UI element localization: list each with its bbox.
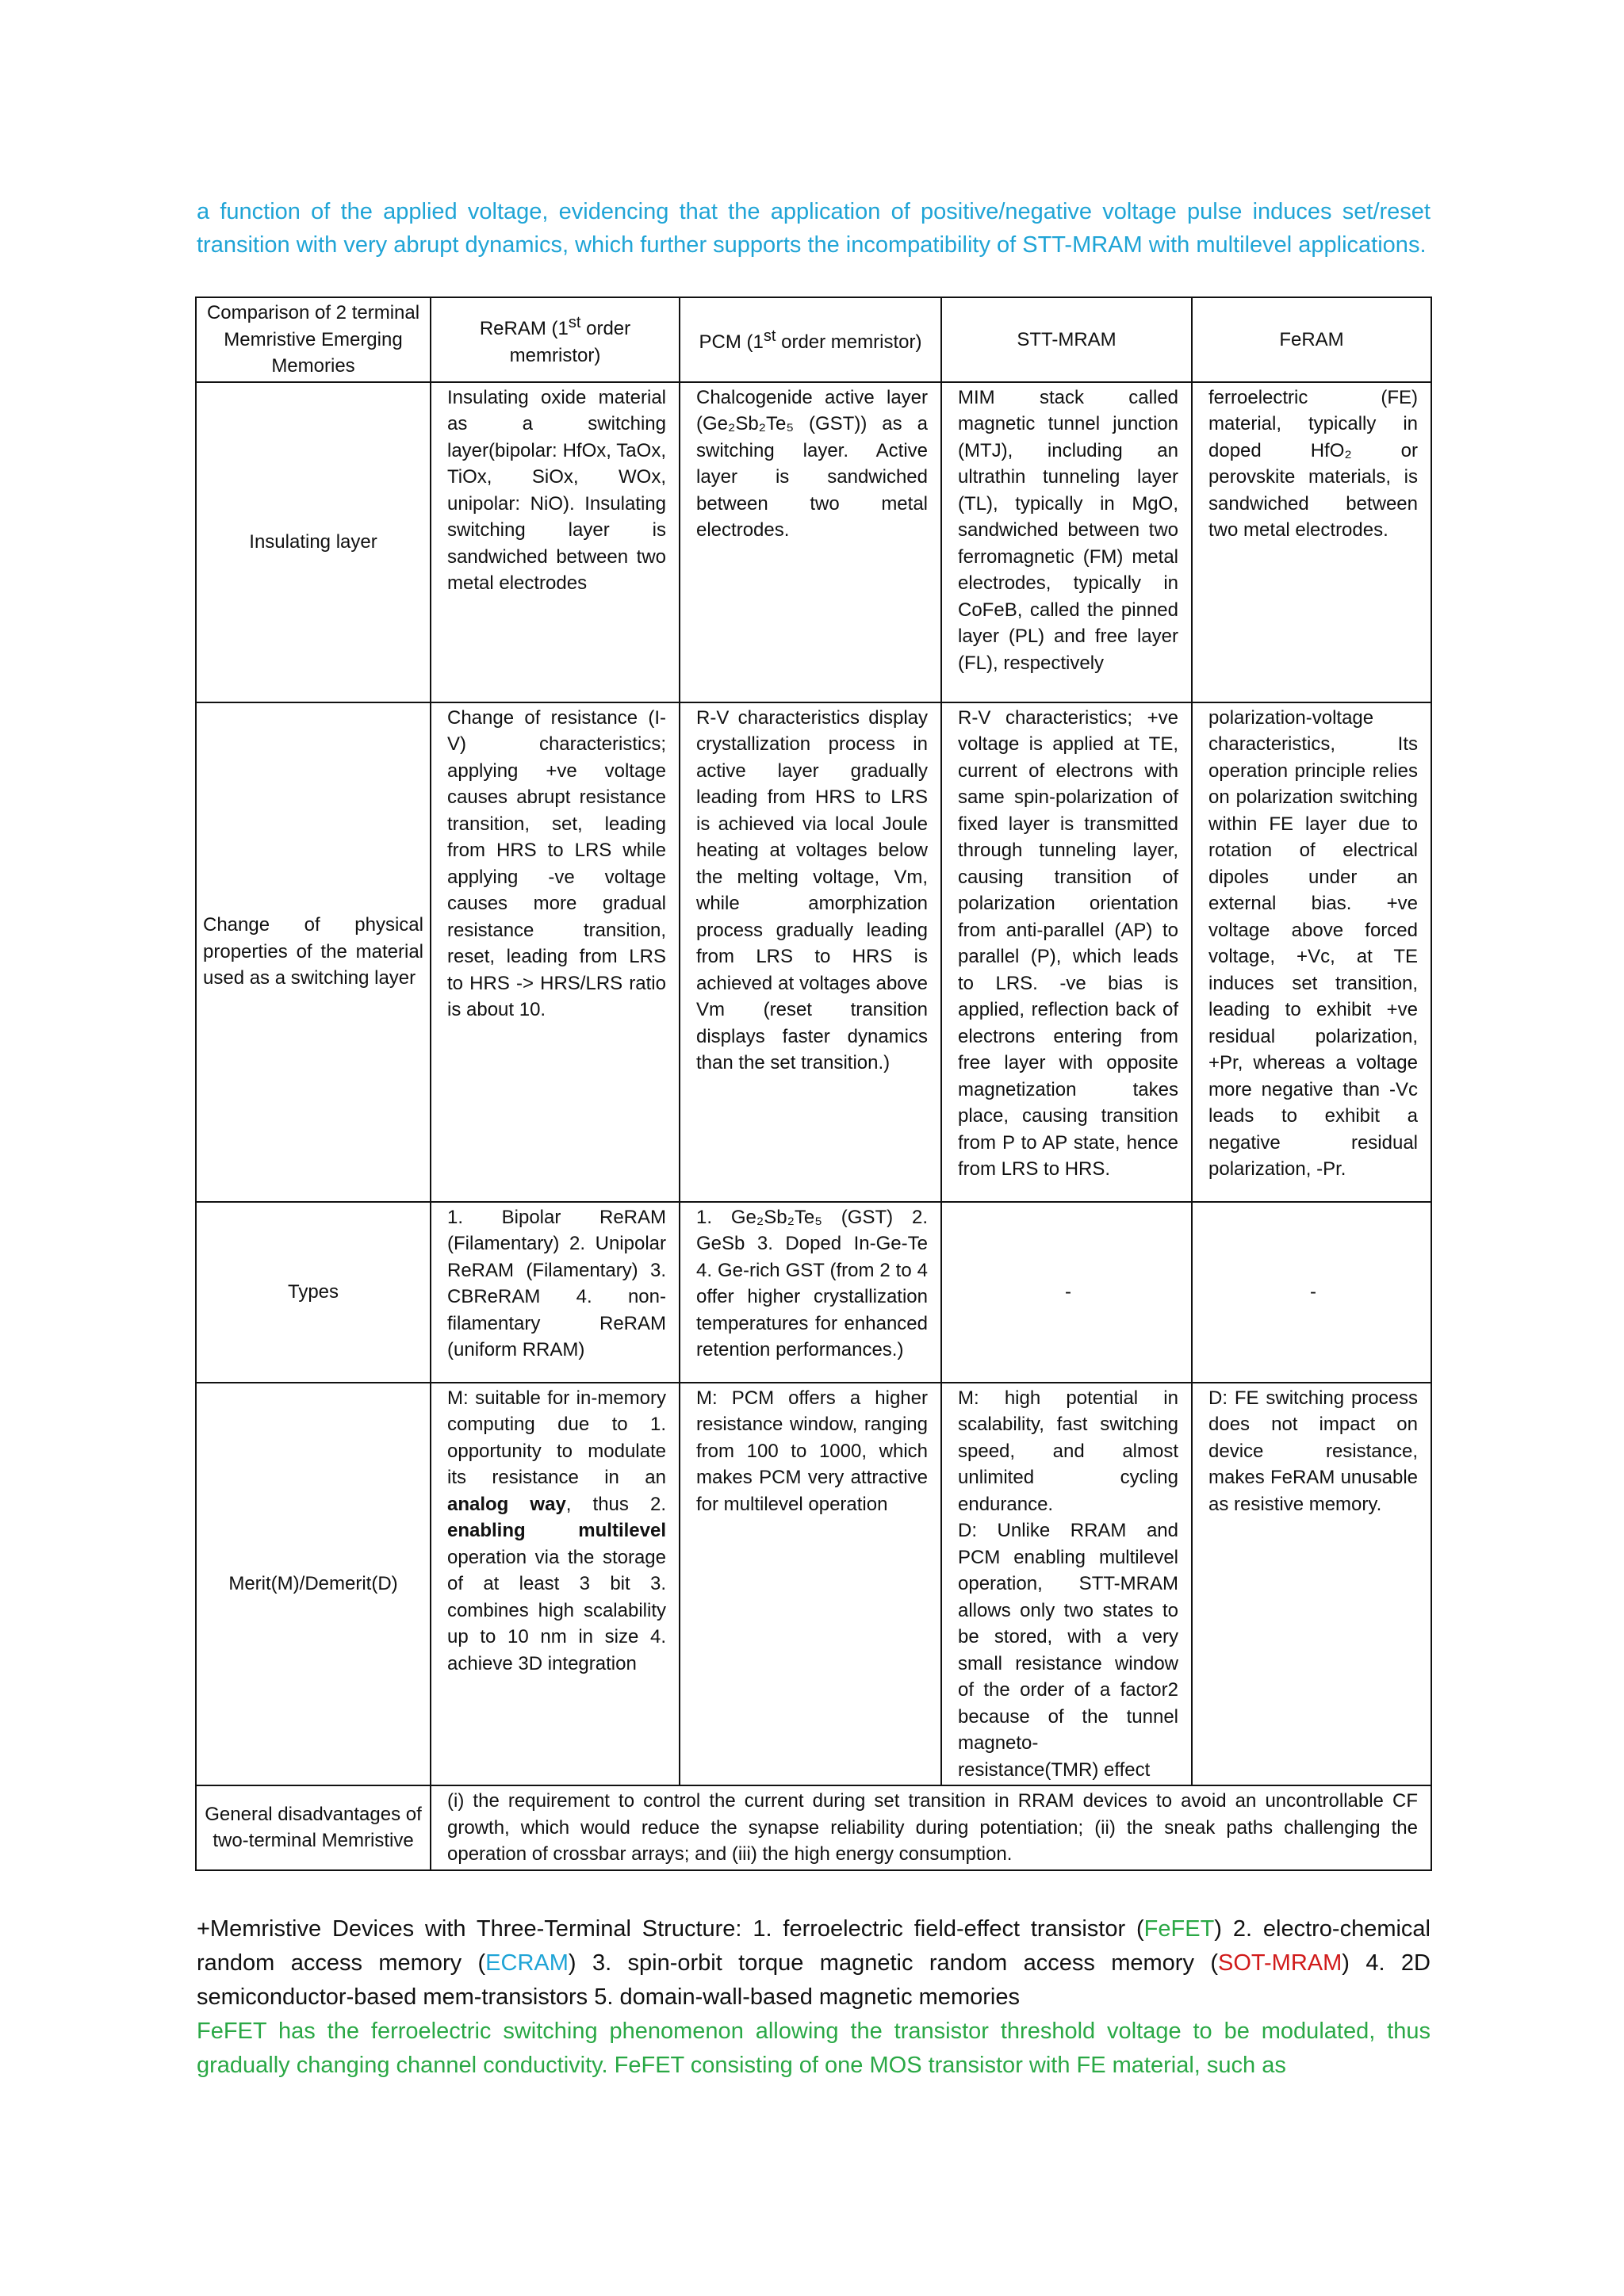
table-row (196, 1383, 1431, 1786)
header-pcm-text: PCM (1 (699, 331, 764, 353)
comparison-table (195, 297, 1432, 1871)
cell-general-disadvantages: (i) the requirement to control the current during set transition in RRAM devices to avoid an uncontrollable CF growth, which would reduce the synapse reliability during potentiation; (ii) the sneak paths challenging the operation of crossbar arrays; and (iii) the high energy consumption. (431, 1785, 1431, 1870)
header-comparison: Comparison of 2 terminal Memristive Emerging Memories (196, 297, 431, 382)
merit-reram-bold-analog: analog way (447, 1493, 566, 1515)
fefet-paragraph: FeFET has the ferroelectric switching phenomenon allowing the transistor threshold voltage to be modulated, thus gradually changing channel conductivity. FeFET consisting of one MOS transistor with FE material, such as (197, 2019, 1431, 2078)
header-reram (431, 297, 680, 382)
row-label-change: Change of physical properties of the material used as a switching layer (196, 702, 431, 1202)
ecram-term: ECRAM (485, 1950, 569, 1976)
header-pcm (680, 297, 941, 382)
cell-merit-feram: D: FE switching process does not impact on device resistance, makes FeRAM unusable as resistive memory. (1192, 1383, 1431, 1786)
cell-change-pcm: R-V characteristics display crystallization process in active layer gradually leading from HRS to LRS is achieved via local Joule heating at voltages below the melting voltage, Vm, while amorphization process gradually leading from LRS to HRS is achieved at voltages above Vm (reset transition displays faster dynamics than the set transition.) (680, 702, 941, 1202)
three-terminal-paragraph (197, 1912, 1431, 2015)
three-terminal-text: ) 4. 2D semiconductor-based mem-transistors 5. domain-wall-based magnetic memories (197, 1950, 1431, 2010)
cell-insulating-stt: MIM stack called magnetic tunnel junction (MTJ), including an ultrathin tunneling layer (TL), typically in MgO, sandwiched between two ferromagnetic (FM) metal electrodes, typically in CoFeB, called the pinned layer (PL) and free layer (FL), respectively (941, 382, 1192, 702)
table-header-row (196, 297, 1431, 382)
cell-types-stt: - (941, 1202, 1192, 1383)
row-label-types: Types (196, 1202, 431, 1383)
header-reram-text: ReRAM (1 (479, 318, 569, 340)
merit-reram-text: , thus 2. (565, 1493, 667, 1515)
row-label-general: General disadvantages of two-terminal Memristive (196, 1785, 431, 1870)
merit-stt-merit: M: high potential in scalability, fast switching speed, and almost unlimited cycling endurance. (958, 1387, 1178, 1515)
cell-merit-reram (431, 1383, 680, 1786)
three-terminal-text: ) 3. spin-orbit torque magnetic random access memory ( (568, 1950, 1219, 1976)
merit-reram-text: M: suitable for in-memory computing due to 1. opportunity to modulate its resistance in an (447, 1387, 666, 1488)
cell-insulating-reram: Insulating oxide material as a switching layer(bipolar: HfOx, TaOx, TiOx, SiOx, WOx, unipolar: NiO). Insulating switching layer is sandwiched between two metal electrodes (431, 382, 680, 702)
table-row (196, 1202, 1431, 1383)
header-pcm-sup: st (763, 327, 776, 345)
cell-types-feram: - (1192, 1202, 1431, 1383)
cell-types-reram: 1. Bipolar ReRAM (Filamentary) 2. Unipolar ReRAM (Filamentary) 3. CBReRAM 4. non-filamentary ReRAM (uniform RRAM) (431, 1202, 680, 1383)
table-row (196, 382, 1431, 702)
three-terminal-section (197, 1912, 1431, 2083)
cell-change-feram: polarization-voltage characteristics, Its operation principle relies on polarization switching within FE layer due to rotation of electrical dipoles under an external bias. +ve voltage above forced voltage, +Vc, at TE induces set transition, leading to exhibit +ve residual polarization, +Pr, whereas a voltage more negative than -Vc leads to exhibit a negative residual polarization, -Pr. (1192, 702, 1431, 1202)
cell-merit-stt (941, 1383, 1192, 1786)
three-terminal-text: ) 2. electro-chemical random access memory ( (197, 1916, 1431, 1976)
header-feram: FeRAM (1192, 297, 1431, 382)
fefet-term: FeFET (1143, 1916, 1215, 1942)
merit-stt-demerit: D: Unlike RRAM and PCM enabling multilevel operation, STT-MRAM allows only two states to be stored, with a very small resistance window of the order of a factor2 because of the tunnel magneto-resistance(TMR) effect (958, 1520, 1178, 1781)
intro-text: a function of the applied voltage, evidencing that the application of positive/negative voltage pulse induces set/reset transition with very abrupt dynamics, which further supports the incompatibility of STT-MRAM with multilevel applications. (197, 199, 1431, 258)
header-reram-text-end: order memristor) (509, 318, 631, 366)
intro-paragraph (197, 195, 1431, 262)
sot-mram-term: SOT-MRAM (1218, 1950, 1342, 1976)
cell-merit-pcm: M: PCM offers a higher resistance window, ranging from 100 to 1000, which makes PCM very attractive for multilevel operation (680, 1383, 941, 1786)
header-pcm-text-end: order memristor) (776, 331, 922, 353)
table-row (196, 702, 1431, 1202)
row-label-merit: Merit(M)/Demerit(D) (196, 1383, 431, 1786)
cell-insulating-feram: ferroelectric (FE) material, typically in doped HfO₂ or perovskite materials, is sandwiched between two metal electrodes. (1192, 382, 1431, 702)
header-reram-sup: st (568, 314, 581, 332)
three-terminal-text: +Memristive Devices with Three-Terminal Structure: 1. ferroelectric field-effect transistor ( (197, 1916, 1144, 1942)
cell-change-stt: R-V characteristics; +ve voltage is applied at TE, current of electrons with same spin-polarization of fixed layer is transmitted through tunneling layer, causing transition of polarization orientation from anti-parallel (AP) to parallel (P), which leads to LRS. -ve bias is applied, reflection back of electrons entering from free layer with opposite magnetization takes place, causing transition from P to AP state, hence from LRS to HRS. (941, 702, 1192, 1202)
row-label-insulating: Insulating layer (196, 382, 431, 702)
cell-types-pcm: 1. Ge₂Sb₂Te₅ (GST) 2. GeSb 3. Doped In-Ge-Te 4. Ge-rich GST (from 2 to 4 offer higher crystallization temperatures for enhanced retention performances.) (680, 1202, 941, 1383)
header-stt-mram: STT-MRAM (941, 297, 1192, 382)
merit-reram-text: operation via the storage of at least 3 bit 3. combines high scalability up to 10 nm in size 4. achieve 3D integration (447, 1546, 666, 1674)
cell-insulating-pcm: Chalcogenide active layer (Ge₂Sb₂Te₅ (GST)) as a switching layer. Active layer is sandwiched between two metal electrodes. (680, 382, 941, 702)
merit-reram-bold-multilevel: enabling multilevel (447, 1520, 666, 1541)
cell-change-reram: Change of resistance (I-V) characteristics; applying +ve voltage causes abrupt resistance transition, set, leading from HRS to LRS while applying -ve voltage causes more gradual resistance transition, reset, leading from LRS to HRS -> HRS/LRS ratio is about 10. (431, 702, 680, 1202)
table-row (196, 1785, 1431, 1870)
